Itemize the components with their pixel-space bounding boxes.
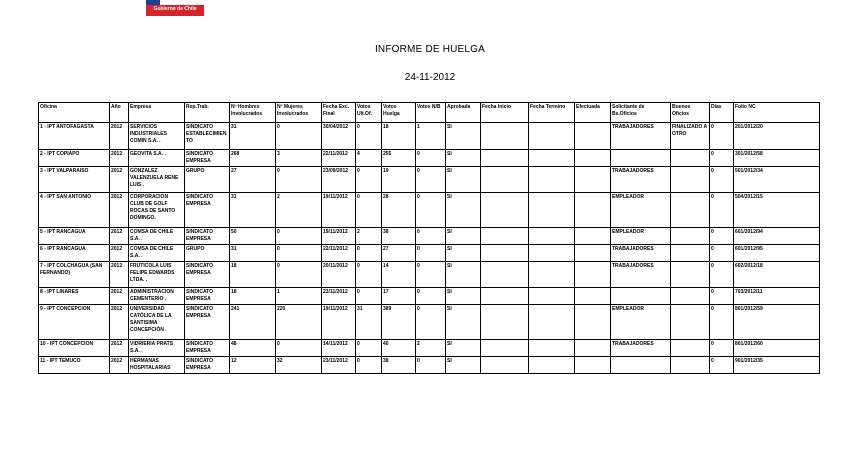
table-row xyxy=(39,357,820,374)
table-cell: GEOVITA S.A. . xyxy=(129,150,185,167)
column-header-label: Votos Ult.Of. xyxy=(357,104,372,117)
table-cell: 241 xyxy=(230,305,276,340)
table-cell: SI xyxy=(446,305,481,340)
column-header-label: Nº Mujeres Involucrados xyxy=(277,104,309,117)
table-cell: 4 xyxy=(356,150,382,167)
table-cell: 220 xyxy=(276,305,322,340)
table-cell: SI xyxy=(446,357,481,374)
column-header xyxy=(39,103,110,123)
table-cell: 19/11/2012 xyxy=(322,193,356,228)
table-cell: 2012 xyxy=(110,123,129,150)
table-cell: SINDICATO ESTABLECIMIENTO xyxy=(185,123,230,150)
table-cell: 0 xyxy=(416,167,446,193)
table-header-row xyxy=(39,103,820,123)
table-row xyxy=(39,262,820,288)
table-cell xyxy=(671,357,710,374)
table-cell: 18 xyxy=(230,288,276,305)
table-cell xyxy=(481,245,529,262)
table-cell: UNIVERSIDAD CATÓLICA DE LA SANTISIMA CONCEPCIÓN . xyxy=(129,305,185,340)
table-cell xyxy=(529,123,575,150)
table-cell: 0 xyxy=(276,123,322,150)
government-logo xyxy=(146,0,204,16)
table-cell xyxy=(529,340,575,357)
table-cell: 4 - IPT SAN ANTONIO xyxy=(39,193,110,228)
table-cell xyxy=(481,262,529,288)
table-cell: 31 xyxy=(356,305,382,340)
table-cell: 0 xyxy=(416,150,446,167)
table-cell: 0 xyxy=(710,305,734,340)
table-cell: SERVICIOS INDUSTRIALES COMIN S.A. . xyxy=(129,123,185,150)
table-cell: 0 xyxy=(356,193,382,228)
table-cell: TRABAJADORES xyxy=(611,262,671,288)
column-header xyxy=(185,103,230,123)
table-cell: SINDICATO EMPRESA xyxy=(185,357,230,374)
column-header-label: Fecha Inicio xyxy=(482,104,511,110)
table-row xyxy=(39,288,820,305)
table-cell xyxy=(481,123,529,150)
table-cell: 0 xyxy=(710,340,734,357)
table-cell xyxy=(671,167,710,193)
table-cell xyxy=(529,245,575,262)
table-cell: 703/2012/11 xyxy=(734,288,820,305)
table-row xyxy=(39,193,820,228)
table-cell: GRUPO xyxy=(185,167,230,193)
flag-blue-block xyxy=(146,0,160,5)
table-cell: 1 - IPT ANTOFAGASTA xyxy=(39,123,110,150)
table-cell: 0 xyxy=(276,167,322,193)
table-cell: 255 xyxy=(382,150,416,167)
table-cell: SI xyxy=(446,123,481,150)
table-cell: 20/11/2012 xyxy=(322,262,356,288)
table-cell: 2012 xyxy=(110,193,129,228)
table-cell: 0 xyxy=(356,245,382,262)
table-cell: VIDRIERIA PRATS S.A. . xyxy=(129,340,185,357)
table-cell xyxy=(671,340,710,357)
table-cell: 3 - IPT VALPARAISO xyxy=(39,167,110,193)
table-cell xyxy=(575,245,611,262)
table-cell: 31 xyxy=(230,193,276,228)
table-cell: 22/11/2012 xyxy=(322,150,356,167)
table-cell: HERMANAS HOSPITALARIAS xyxy=(129,357,185,374)
column-header-label: Fecha Termino xyxy=(530,104,566,110)
table-cell: SI xyxy=(446,228,481,245)
table-cell: COMSA DE CHILE S.A. . xyxy=(129,228,185,245)
table-cell: 31 xyxy=(230,245,276,262)
table-cell: 48 xyxy=(230,340,276,357)
column-header xyxy=(356,103,382,123)
table-cell xyxy=(481,193,529,228)
table-row xyxy=(39,340,820,357)
table-cell: SI xyxy=(446,288,481,305)
table-cell: 10 - IPT CONCEPCION xyxy=(39,340,110,357)
table-cell xyxy=(671,228,710,245)
table-cell: 2012 xyxy=(110,262,129,288)
table-cell: 0 xyxy=(710,245,734,262)
table-cell: SINDICATO EMPRESA xyxy=(185,262,230,288)
column-header xyxy=(382,103,416,123)
table-cell: 268 xyxy=(230,150,276,167)
table-cell: CORPORACION CLUB DE GOLF ROCAS DE SANTO DOMINGO. xyxy=(129,193,185,228)
table-cell: 7 - IPT COLCHAGUA (SAN FERNANDO) xyxy=(39,262,110,288)
table-cell: 602/2012/18 xyxy=(734,262,820,288)
column-header-label: Año xyxy=(111,104,121,110)
column-header-label: Buenos Oficios xyxy=(672,104,691,117)
table-cell: 27 xyxy=(230,167,276,193)
logo-text: Gobierno de Chile xyxy=(153,6,197,12)
table-cell: 2 xyxy=(276,193,322,228)
column-header-label: Aprobada xyxy=(447,104,471,110)
column-header-label: Solicitante de Bs.Oficios xyxy=(612,104,645,117)
table-cell: 0 xyxy=(276,340,322,357)
table-cell: 0 xyxy=(356,357,382,374)
table-body xyxy=(39,123,820,374)
table-cell: GRUPO xyxy=(185,245,230,262)
table-cell xyxy=(671,305,710,340)
table-cell: 501/2012/34 xyxy=(734,167,820,193)
table-cell xyxy=(575,150,611,167)
table-cell xyxy=(529,288,575,305)
table-cell: 0 xyxy=(276,262,322,288)
table-cell xyxy=(529,193,575,228)
column-header-label: Nº Hombres Involucrados xyxy=(231,104,263,117)
column-header-label: Efectuada xyxy=(576,104,600,110)
table-cell xyxy=(575,228,611,245)
table-cell: SI xyxy=(446,150,481,167)
flag-white-block xyxy=(160,0,204,5)
table-cell xyxy=(671,262,710,288)
table-cell: 0 xyxy=(710,150,734,167)
column-header xyxy=(481,103,529,123)
table-cell xyxy=(611,357,671,374)
table-cell: 389 xyxy=(382,305,416,340)
table-cell xyxy=(671,288,710,305)
table-cell xyxy=(529,228,575,245)
table-cell: 504/2012/15 xyxy=(734,193,820,228)
table-cell: 0 xyxy=(710,193,734,228)
column-header xyxy=(671,103,710,123)
table-cell xyxy=(529,150,575,167)
table-cell: 14 xyxy=(382,262,416,288)
table-cell: 0 xyxy=(710,123,734,150)
table-cell: EMPLEADOR xyxy=(611,193,671,228)
table-cell xyxy=(671,150,710,167)
table-cell: 0 xyxy=(416,245,446,262)
table-cell: 0 xyxy=(416,193,446,228)
column-header xyxy=(446,103,481,123)
table-cell: 801/2012/59 xyxy=(734,305,820,340)
table-cell: TRABAJADORES xyxy=(611,340,671,357)
table-cell: 19/11/2012 xyxy=(322,228,356,245)
table-cell xyxy=(575,123,611,150)
table-cell: 801/2012/60 xyxy=(734,340,820,357)
table-cell: 2012 xyxy=(110,357,129,374)
table-cell xyxy=(529,167,575,193)
table-cell: 30/04/2012 xyxy=(322,123,356,150)
table-cell xyxy=(481,340,529,357)
table-cell: 0 xyxy=(710,357,734,374)
column-header-label: Días xyxy=(711,104,722,110)
table-cell xyxy=(575,357,611,374)
table-cell: 14/11/2012 xyxy=(322,340,356,357)
table-cell: SINDICATO EMPRESA xyxy=(185,150,230,167)
table-cell xyxy=(481,150,529,167)
table-cell: 28 xyxy=(382,193,416,228)
table-cell: SI xyxy=(446,340,481,357)
table-cell: 40 xyxy=(382,340,416,357)
column-header-label: Votos Huelga xyxy=(383,104,400,117)
table-cell xyxy=(671,193,710,228)
column-header-label: Rep.Trab. xyxy=(186,104,209,110)
table-row xyxy=(39,228,820,245)
column-header xyxy=(230,103,276,123)
report-date: 24-11-2012 xyxy=(404,72,456,83)
column-header-label: Fecha Exc. Final xyxy=(323,104,350,117)
column-header xyxy=(611,103,671,123)
table-cell: 2012 xyxy=(110,288,129,305)
table-cell xyxy=(481,305,529,340)
table-cell: 8 - IPT LINARES xyxy=(39,288,110,305)
table-cell: SINDICATO EMPRESA xyxy=(185,288,230,305)
table-cell: 0 xyxy=(276,245,322,262)
table-cell xyxy=(481,167,529,193)
table-cell xyxy=(671,245,710,262)
table-row xyxy=(39,245,820,262)
table-cell: SINDICATO EMPRESA xyxy=(185,305,230,340)
table-cell: 18 xyxy=(230,262,276,288)
table-cell: 601/2012/94 xyxy=(734,228,820,245)
table-cell: SINDICATO EMPRESA xyxy=(185,193,230,228)
table-cell xyxy=(529,305,575,340)
table-cell xyxy=(529,262,575,288)
table-cell: 601/2012/95 xyxy=(734,245,820,262)
table-cell: TRABAJADORES xyxy=(611,245,671,262)
table-cell: COMSA DE CHILE S.A. . xyxy=(129,245,185,262)
column-header xyxy=(734,103,820,123)
table-cell: 38 xyxy=(382,228,416,245)
table-cell: 12 xyxy=(230,357,276,374)
table-cell: 0 xyxy=(416,357,446,374)
table-cell: FRUTICOLA LUIS FELIPE EDWARDS LTDA. . xyxy=(129,262,185,288)
table-cell: 2012 xyxy=(110,167,129,193)
table-cell xyxy=(529,357,575,374)
table-cell: 2012 xyxy=(110,340,129,357)
table-cell xyxy=(575,262,611,288)
table-cell xyxy=(575,167,611,193)
table-cell: GONZALEZ VALENZUELA RENE LUIS . xyxy=(129,167,185,193)
table-cell: 2012 xyxy=(110,150,129,167)
column-header xyxy=(416,103,446,123)
table-cell: 901/2012/35 xyxy=(734,357,820,374)
table-cell: TRABAJADORES xyxy=(611,167,671,193)
table-cell: ADMINISTRACION CEMENTERIO . xyxy=(129,288,185,305)
report-title: INFORME DE HUELGA xyxy=(374,44,486,55)
table-cell: 23/09/2012 xyxy=(322,167,356,193)
table-cell: 2012 xyxy=(110,305,129,340)
table-cell: 0 xyxy=(416,228,446,245)
table-cell: 50 xyxy=(230,228,276,245)
table-cell: 0 xyxy=(710,262,734,288)
table-cell: 0 xyxy=(416,262,446,288)
table-cell: 0 xyxy=(356,262,382,288)
column-header-label: Votos N/B xyxy=(417,104,441,110)
table-cell: 19 xyxy=(382,167,416,193)
table-cell xyxy=(575,340,611,357)
table-cell: FINALIZADO A OTRO xyxy=(671,123,710,150)
column-header xyxy=(710,103,734,123)
table-cell: 5 - IPT RANCAGUA xyxy=(39,228,110,245)
table-row xyxy=(39,123,820,150)
table-cell: 301/2012/58 xyxy=(734,150,820,167)
table-cell: 9 - IPT CONCEPCION xyxy=(39,305,110,340)
table-cell: EMPLEADOR xyxy=(611,305,671,340)
column-header-label: Empresa xyxy=(130,104,152,110)
table-cell: 1 xyxy=(276,288,322,305)
table-cell: 0 xyxy=(710,228,734,245)
table-cell: SI xyxy=(446,193,481,228)
table-cell: EMPLEADOR xyxy=(611,228,671,245)
column-header xyxy=(529,103,575,123)
table-cell: 0 xyxy=(416,288,446,305)
table-cell: 0 xyxy=(356,340,382,357)
table-cell: 32 xyxy=(276,357,322,374)
table-cell: TRABAJADORES xyxy=(611,123,671,150)
table-cell: 2012 xyxy=(110,228,129,245)
column-header xyxy=(110,103,129,123)
table-row xyxy=(39,305,820,340)
table-cell xyxy=(575,288,611,305)
table-cell: 27 xyxy=(382,245,416,262)
table-cell xyxy=(481,357,529,374)
table-cell: 0 xyxy=(356,288,382,305)
column-header xyxy=(276,103,322,123)
table-cell: 22/11/2012 xyxy=(322,245,356,262)
table-cell: 19/11/2012 xyxy=(322,305,356,340)
table-cell: 22/11/2012 xyxy=(322,288,356,305)
table-cell: 2 - IPT COPIAPO xyxy=(39,150,110,167)
table-cell: 18 xyxy=(382,123,416,150)
table-cell xyxy=(575,193,611,228)
table-cell: 2 xyxy=(416,340,446,357)
table-cell: 0 xyxy=(416,305,446,340)
table-cell xyxy=(575,305,611,340)
table-cell: SI xyxy=(446,245,481,262)
table-cell: 2 xyxy=(356,228,382,245)
table-cell: 0 xyxy=(276,228,322,245)
column-header-label: Oficina xyxy=(40,104,57,110)
table-cell: 0 xyxy=(710,288,734,305)
table-cell: 2012 xyxy=(110,245,129,262)
table-cell xyxy=(481,288,529,305)
table-row xyxy=(39,150,820,167)
table-cell: 0 xyxy=(356,167,382,193)
table-cell: 0 xyxy=(710,167,734,193)
table-cell: SINDICATO EMPRESA xyxy=(185,340,230,357)
column-header xyxy=(129,103,185,123)
table-cell: 17 xyxy=(382,288,416,305)
column-header xyxy=(322,103,356,123)
table-cell: SI xyxy=(446,262,481,288)
table-cell: SINDICATO EMPRESA xyxy=(185,228,230,245)
column-header-label: Folio NC xyxy=(735,104,756,110)
table-cell: 6 - IPT RANCAGUA xyxy=(39,245,110,262)
table-cell: 11 - IPT TEMUCO xyxy=(39,357,110,374)
table-cell: 0 xyxy=(356,123,382,150)
table-cell: 38 xyxy=(382,357,416,374)
column-header xyxy=(575,103,611,123)
table-cell: 3 xyxy=(276,150,322,167)
table-row xyxy=(39,167,820,193)
table-cell: 201/2012/20 xyxy=(734,123,820,150)
table-cell: 23/11/2012 xyxy=(322,357,356,374)
table-cell xyxy=(611,150,671,167)
table-cell xyxy=(611,288,671,305)
table-cell: SI xyxy=(446,167,481,193)
table-cell: 31 xyxy=(230,123,276,150)
table-cell: 1 xyxy=(416,123,446,150)
table-cell xyxy=(481,228,529,245)
strike-report-table xyxy=(38,102,820,374)
